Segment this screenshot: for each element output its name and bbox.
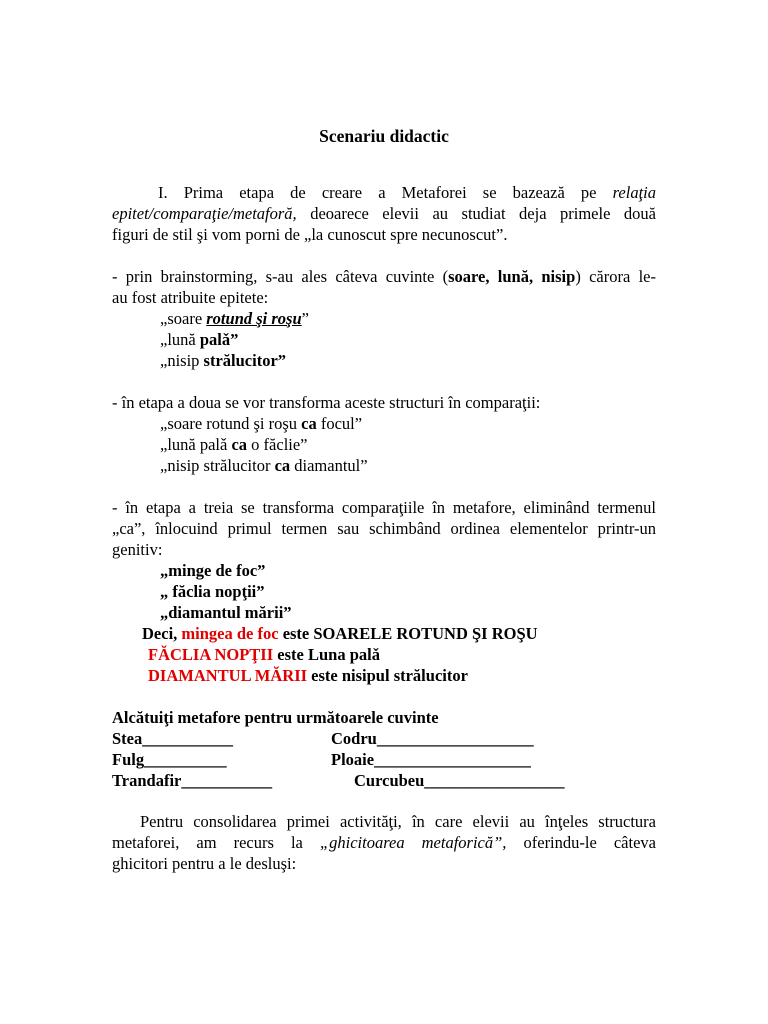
consolidation-italic-term: „ghicitoarea metaforică”, [319, 833, 507, 852]
brainstorming-text: - prin brainstorming, s-au ales câteva cuvinte ( [112, 267, 449, 286]
intro-text: deoarece elevii au studiat deja primele două [296, 204, 656, 223]
metaphor-2: „ făclia nopţii” [160, 582, 265, 601]
comparison-text: diamantul” [290, 456, 368, 475]
intro-text: I. Prima etapa de creare a Metaforei se bazează pe [158, 183, 613, 202]
brainstorming-words: soare, lună, nisip [448, 267, 576, 286]
epithet-nisip [160, 350, 286, 371]
comparison-2 [160, 434, 308, 455]
conclusion-text: este SOARELE ROTUND ŞI ROŞU [278, 624, 538, 643]
exercise-word-stea: Stea___________ [112, 729, 233, 748]
consolidation-line-2 [112, 832, 656, 853]
comparison-text: „nisip strălucitor [160, 456, 275, 475]
comparison-text: „lună palǎ [160, 435, 232, 454]
conclusion-text: este Luna palǎ [273, 645, 380, 664]
comparison-text: o făclie” [247, 435, 308, 454]
metaphor-intro-line-1: - în etapa a treia se transforma comparaţiile în metafore, eliminând termenul [112, 498, 656, 517]
brainstorming-line-1 [112, 266, 656, 287]
epithet-emphasis: palǎ” [199, 330, 239, 349]
consolidation-line-3: ghicitori pentru a le desluşi: [112, 854, 297, 873]
epithet-soare [160, 308, 309, 329]
epithet-emphasis: rotund şi roşu [206, 309, 302, 328]
highlighted-metaphor: DIAMANTUL MĂRII [148, 666, 308, 685]
conclusion-line-3 [148, 665, 468, 686]
intro-italic-terms: epitet/comparaţie/metaforă, [112, 204, 297, 223]
comparison-marker: ca [274, 456, 291, 475]
epithet-noun: „lună [160, 330, 200, 349]
comparison-3 [160, 455, 368, 476]
comparison-marker: ca [301, 414, 317, 433]
epithet-noun: „soare [160, 309, 207, 328]
document-title: Scenariu didactic [319, 126, 449, 146]
brainstorming-line-2: au fost atribuite epitete: [112, 288, 269, 307]
conclusion-line-2 [148, 644, 380, 665]
comparison-intro: - în etapa a doua se vor transforma aceste structuri în comparaţii: [112, 393, 541, 412]
exercise-word-ploaie: Ploaie___________________ [331, 750, 531, 769]
consolidation-text: metaforei, am recurs la [112, 833, 320, 852]
paragraph-intro-line-2 [112, 203, 656, 224]
comparison-marker: ca [231, 435, 248, 454]
intro-italic-term: relaţia [612, 183, 656, 202]
brainstorming-text: ) cărora le- [575, 267, 656, 286]
consolidation-text: oferindu-le câteva [506, 833, 656, 852]
exercise-heading: Alcătuiţi metafore pentru următoarele cuvinte [112, 708, 439, 727]
metaphor-3: „diamantul mării” [160, 603, 292, 622]
quote-close: ” [301, 309, 309, 328]
comparison-text: „soare rotund şi roşu [160, 414, 302, 433]
epithet-emphasis: strălucitor” [203, 351, 287, 370]
paragraph-intro-line-3: figuri de stil şi vom porni de „la cunoscut spre necunoscut”. [112, 225, 508, 244]
epithet-noun: „nisip [160, 351, 204, 370]
conclusion-text: Deci, [142, 624, 182, 643]
metaphor-intro-line-2: „ca”, înlocuind primul termen sau schimbând ordinea elementelor printr-un [112, 519, 656, 538]
paragraph-intro-line-1 [112, 182, 656, 203]
exercise-word-trandafir: Trandafir___________ [112, 771, 273, 790]
highlighted-metaphor: FĂCLIA NOPŢII [148, 645, 274, 664]
exercise-word-curcubeu: Curcubeu_________________ [354, 771, 565, 790]
highlighted-metaphor: mingea de foc [181, 624, 279, 643]
consolidation-line-1: Pentru consolidarea primei activităţi, în care elevii au înţeles structura [140, 812, 656, 831]
metaphor-intro-line-3: genitiv: [112, 540, 163, 559]
epithet-luna [160, 329, 238, 350]
metaphor-1: „minge de foc” [160, 561, 266, 580]
conclusion-line-1 [142, 623, 538, 644]
comparison-text: focul” [316, 414, 363, 433]
exercise-word-fulg: Fulg__________ [112, 750, 227, 769]
exercise-word-codru: Codru___________________ [331, 729, 534, 748]
comparison-1 [160, 413, 362, 434]
conclusion-text: este nisipul strălucitor [307, 666, 468, 685]
